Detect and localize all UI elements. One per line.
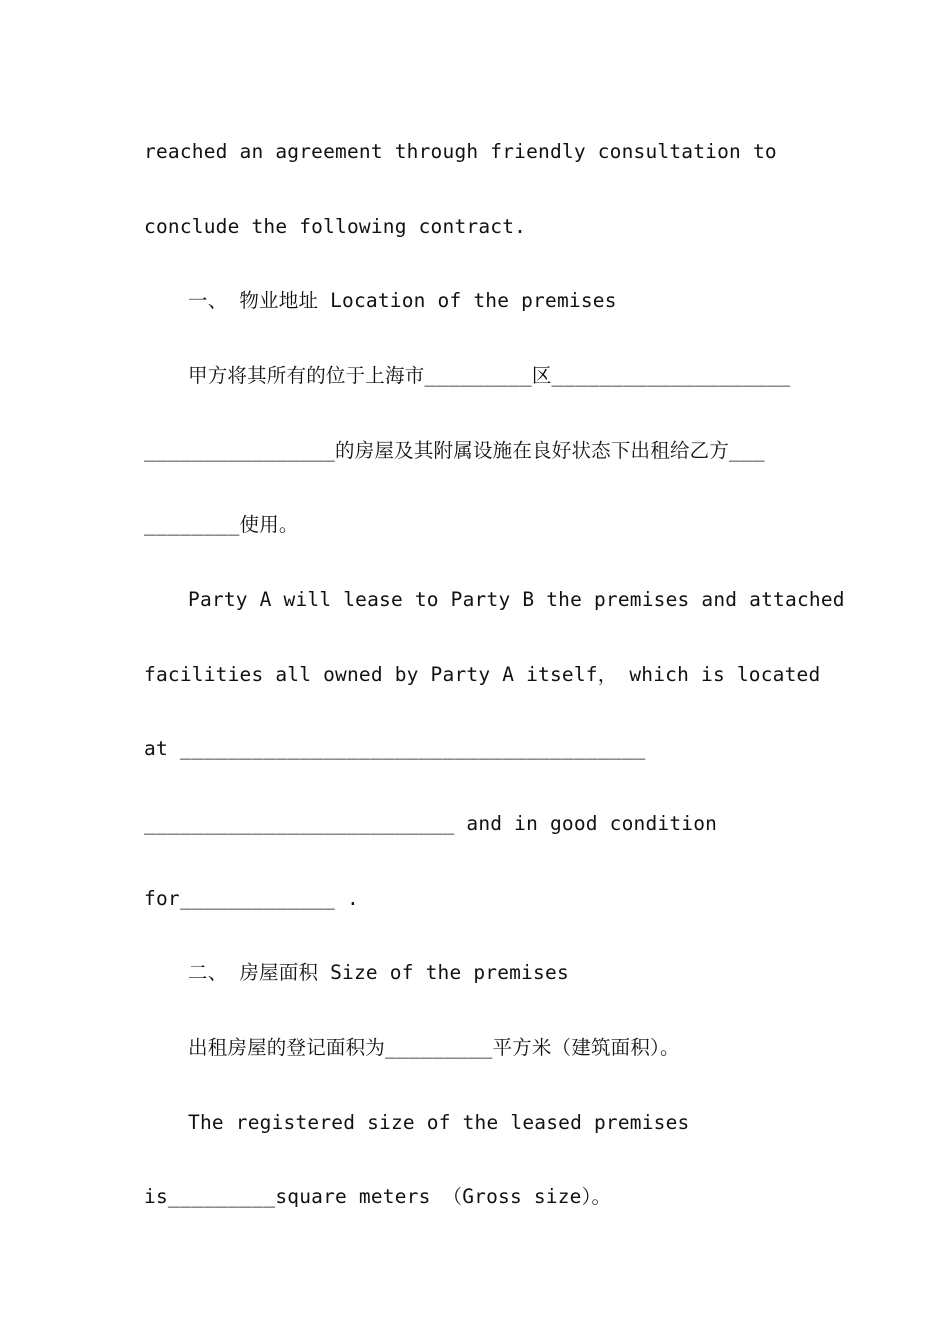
paragraph-line: for_____________ . [144,887,359,910]
paragraph-line: reached an agreement through friendly consultation to [144,140,777,163]
paragraph-line: facilities all owned by Party A itself， which is located [144,663,821,686]
paragraph-line: 出租房屋的登记面积为_________平方米（建筑面积）。 [188,1036,680,1059]
paragraph-line: is_________square meters （Gross size）。 [144,1185,612,1208]
paragraph-line: The registered size of the leased premises [188,1111,690,1134]
section-heading-size: 二、 房屋面积 Size of the premises [188,961,569,984]
paragraph-line: at _______________________________________ [144,737,646,760]
paragraph-line: Party A will lease to Party B the premises and attached [188,588,845,611]
paragraph-line: ________________的房屋及其附属设施在良好状态下出租给乙方___ [144,439,765,462]
paragraph-line: 甲方将其所有的位于上海市_________区____________________ [188,364,791,387]
paragraph-line: ________使用。 [144,513,299,536]
section-heading-location: 一、 物业地址 Location of the premises [188,289,617,312]
paragraph-line: conclude the following contract. [144,215,527,238]
paragraph-line: __________________________ and in good condition [144,812,718,835]
